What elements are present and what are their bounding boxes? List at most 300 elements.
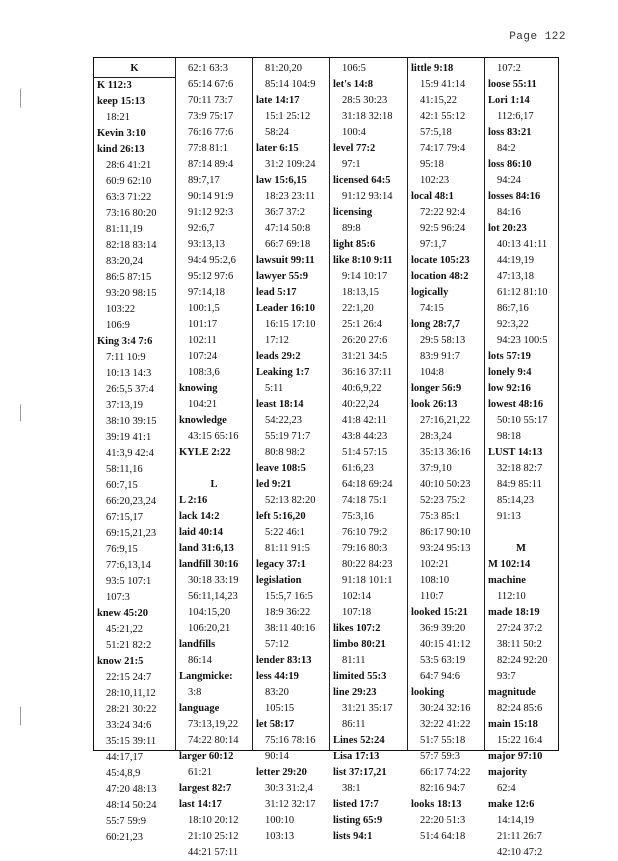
index-reference: 94:24 [497, 175, 521, 186]
index-reference: 40:15 41:12 [420, 639, 471, 650]
index-reference: 40:6,9,22 [342, 383, 382, 394]
index-reference: 52:23 75:2 [420, 495, 466, 506]
index-entry: lowest 48:16 [488, 399, 544, 410]
margin-mark [20, 404, 25, 422]
index-reference: 48:14 50:24 [106, 800, 157, 811]
index-reference: 100:1,5 [188, 303, 220, 314]
index-reference: 94:4 95:2,6 [188, 255, 236, 266]
index-entry: majority [488, 767, 528, 778]
index-entry: law 15:6,15 [256, 175, 307, 186]
index-reference: 112:10 [497, 591, 526, 602]
index-reference: 47:20 48:13 [106, 784, 157, 795]
index-reference: 89:8 [342, 223, 361, 234]
index-reference: 31:18 32:18 [342, 111, 393, 122]
index-entry: left 5:16,20 [256, 511, 306, 522]
letter-heading: M [516, 543, 526, 554]
index-reference: 22:20 51:3 [420, 815, 466, 826]
index-reference: 74:15 [420, 303, 444, 314]
index-entry: least 18:14 [256, 399, 304, 410]
index-entry: lack 14:2 [179, 511, 220, 522]
index-entry: late 14:17 [256, 95, 300, 106]
index-reference: 110:7 [420, 591, 444, 602]
index-entry: leads 29:2 [256, 351, 301, 362]
index-reference: 10:13 14:3 [106, 368, 152, 379]
index-entry: larger 60:12 [179, 751, 234, 762]
index-reference: 82:24 85:6 [497, 703, 543, 714]
index-reference: 18:9 36:22 [265, 607, 311, 618]
index-entry: Kevin 3:10 [97, 128, 146, 139]
index-entry: magnitude [488, 687, 536, 698]
index-entry: made 18:19 [488, 607, 540, 618]
index-reference: 57:5,18 [420, 127, 452, 138]
index-reference: 92:6,7 [188, 223, 215, 234]
index-reference: 9:14 10:17 [342, 271, 388, 282]
index-entry: looking [411, 687, 445, 698]
index-reference: 31:2 109:24 [265, 159, 316, 170]
index-reference: 93:7 [497, 671, 516, 682]
index-entry: lead 5:17 [256, 287, 297, 298]
letter-heading: K [94, 61, 175, 78]
index-reference: 93:5 107:1 [106, 576, 152, 587]
index-reference: 15:22 16:4 [497, 735, 543, 746]
index-reference: 69:15,21,23 [106, 528, 157, 539]
index-reference: 27:24 37:2 [497, 623, 543, 634]
index-entry: knowing [179, 383, 218, 394]
margin-mark [20, 706, 25, 726]
index-reference: 31:21 34:5 [342, 351, 388, 362]
index-reference: 22:15 24:7 [106, 672, 152, 683]
index-entry: led 9:21 [256, 479, 292, 490]
index-entry: loss 86:10 [488, 159, 532, 170]
index-entry: KYLE 2:22 [179, 447, 231, 458]
index-entry: Leaking 1:7 [256, 367, 310, 378]
index-entry: LUST 14:13 [488, 447, 543, 458]
index-reference: 100:10 [265, 815, 295, 826]
index-entry: lender 83:13 [256, 655, 312, 666]
index-reference: 86:17 90:10 [420, 527, 471, 538]
index-reference: 60:7,15 [106, 480, 138, 491]
index-entry: losses 84:16 [488, 191, 541, 202]
blank-line [176, 461, 252, 477]
index-reference: 15:9 41:14 [420, 79, 466, 90]
index-entry: long 28:7,7 [411, 319, 461, 330]
index-entry: licensing [333, 207, 373, 218]
index-entry: let 58:17 [256, 719, 295, 730]
index-reference: 42:1 55:12 [420, 111, 466, 122]
index-reference: 93:13,13 [188, 239, 226, 250]
index-entry: last 14:17 [179, 799, 222, 810]
index-reference: 100:4 [342, 127, 366, 138]
index-reference: 74:18 75:1 [342, 495, 388, 506]
index-entry: Lisa 17:13 [333, 751, 380, 762]
index-reference: 66:20,23,24 [106, 496, 157, 507]
index-reference: 51:7 55:18 [420, 735, 466, 746]
index-reference: 32:18 82:7 [497, 463, 543, 474]
index-entry: Langmicke: [179, 671, 233, 682]
index-entry: loss 83:21 [488, 127, 532, 138]
index-entry: Leader 16:10 [256, 303, 316, 314]
index-entry: lonely 9:4 [488, 367, 532, 378]
index-entry: list 37:17,21 [333, 767, 387, 778]
index-reference: 64:18 69:24 [342, 479, 393, 490]
index-reference: 75:3 85:1 [420, 511, 460, 522]
index-entry: lists 94:1 [333, 831, 373, 842]
index-entry: let's 14:8 [333, 79, 373, 90]
index-reference: 107:2 [497, 63, 521, 74]
index-reference: 73:9 75:17 [188, 111, 234, 122]
index-entry: limited 55:3 [333, 671, 387, 682]
index-reference: 44:17,17 [106, 752, 144, 763]
index-entry: loose 55:11 [488, 79, 537, 90]
index-reference: 87:14 89:4 [188, 159, 234, 170]
index-reference: 80:22 84:23 [342, 559, 393, 570]
index-reference: 76:16 77:6 [188, 127, 234, 138]
index-entry: locate 105:23 [411, 255, 470, 266]
index-reference: 36:9 39:20 [420, 623, 466, 634]
index-entry: lawyer 55:9 [256, 271, 309, 282]
index-reference: 80:8 98:2 [265, 447, 305, 458]
index-entry: lots 57:19 [488, 351, 531, 362]
index-entry: longer 56:9 [411, 383, 462, 394]
index-reference: 44:21 57:11 [188, 847, 239, 858]
index-reference: 86:7,16 [497, 303, 529, 314]
index-reference: 28:3,24 [420, 431, 452, 442]
index-reference: 38:11 40:16 [265, 623, 316, 634]
index-reference: 62:1 63:3 [188, 63, 228, 74]
index-entry: Lines 52:24 [333, 735, 385, 746]
index-reference: 37:9,10 [420, 463, 452, 474]
index-reference: 61:6,23 [342, 463, 374, 474]
index-reference: 98:18 [497, 431, 521, 442]
index-reference: 76:10 79:2 [342, 527, 388, 538]
index-reference: 38:10 39:15 [106, 416, 157, 427]
margin-mark [20, 88, 25, 108]
index-reference: 63:3 71:22 [106, 192, 152, 203]
index-entry: line 29:23 [333, 687, 377, 698]
index-reference: 102:11 [188, 335, 217, 346]
index-reference: 44:19,19 [497, 255, 535, 266]
index-entry: location 48:2 [411, 271, 469, 282]
index-reference: 55:19 71:7 [265, 431, 311, 442]
index-entry: level 77:2 [333, 143, 376, 154]
index-reference: 31:12 32:17 [265, 799, 316, 810]
index-entry: L 2:16 [179, 495, 208, 506]
index-entry: later 6:15 [256, 143, 299, 154]
index-reference: 21:10 25:12 [188, 831, 239, 842]
index-reference: 60:21,23 [106, 832, 144, 843]
index-entry: King 3:4 7:6 [97, 336, 153, 347]
index-reference: 82:24 92:20 [497, 655, 548, 666]
index-entry: local 48:1 [411, 191, 454, 202]
index-column-3 [252, 58, 329, 842]
index-reference: 43:8 44:23 [342, 431, 388, 442]
index-entry: look 26:13 [411, 399, 458, 410]
index-reference: 32:22 41:22 [420, 719, 471, 730]
index-entry: lawsuit 99:11 [256, 255, 315, 266]
index-reference: 67:15,17 [106, 512, 144, 523]
index-reference: 17:12 [265, 335, 289, 346]
index-reference: 91:18 101:1 [342, 575, 393, 586]
index-reference: 29:5 58:13 [420, 335, 466, 346]
index-reference: 26:20 27:6 [342, 335, 388, 346]
index-reference: 81:20,20 [265, 63, 303, 74]
index-reference: 36:16 37:11 [342, 367, 393, 378]
index-reference: 105:15 [265, 703, 295, 714]
index-reference: 75:3,16 [342, 511, 374, 522]
index-reference: 106:9 [106, 320, 130, 331]
index-entry: language [179, 703, 220, 714]
index-reference: 58:24 [265, 127, 289, 138]
index-entry: landfill 30:16 [179, 559, 239, 570]
index-reference: 90:14 [265, 751, 289, 762]
index-reference: 93:24 95:13 [420, 543, 471, 554]
index-entry: land 31:6,13 [179, 543, 234, 554]
index-reference: 38:11 50:2 [497, 639, 542, 650]
index-column-6 [484, 58, 557, 858]
index-reference: 16:15 17:10 [265, 319, 316, 330]
index-reference: 15:1 25:12 [265, 111, 311, 122]
index-reference: 90:14 91:9 [188, 191, 234, 202]
index-reference: 51:4 57:15 [342, 447, 388, 458]
index-reference: 94:23 100:5 [497, 335, 548, 346]
index-reference: 93:20 98:15 [106, 288, 157, 299]
index-reference: 30:24 32:16 [420, 703, 471, 714]
index-reference: 97:14,18 [188, 287, 226, 298]
index-reference: 84:9 85:11 [497, 479, 542, 490]
index-entry: main 15:18 [488, 719, 538, 730]
index-column-4 [329, 58, 407, 842]
index-reference: 35:13 36:16 [420, 447, 471, 458]
index-entry: machine [488, 575, 526, 586]
index-entry: leave 108:5 [256, 463, 306, 474]
index-reference: 33:24 34:6 [106, 720, 152, 731]
index-reference: 92:5 96:24 [420, 223, 466, 234]
index-reference: 65:14 67:6 [188, 79, 234, 90]
index-reference: 91:12 93:14 [342, 191, 393, 202]
index-reference: 14:14,19 [497, 815, 535, 826]
index-entry: limbo 80:21 [333, 639, 386, 650]
index-entry: landfills [179, 639, 216, 650]
index-reference: 53:5 63:19 [420, 655, 466, 666]
index-reference: 31:21 35:17 [342, 703, 393, 714]
index-reference: 57:12 [265, 639, 289, 650]
index-reference: 51:21 82:2 [106, 640, 152, 651]
index-reference: 86:5 87:15 [106, 272, 152, 283]
index-reference: 85:14,23 [497, 495, 535, 506]
index-reference: 18:13,15 [342, 287, 380, 298]
page-number: Page 122 [509, 31, 566, 43]
index-entry: legacy 37:1 [256, 559, 306, 570]
index-reference: 103:22 [106, 304, 136, 315]
index-reference: 107:18 [342, 607, 372, 618]
index-entry: major 97:10 [488, 751, 543, 762]
index-reference: 83:20 [265, 687, 289, 698]
index-reference: 81:11,19 [106, 224, 143, 235]
index-reference: 55:7 59:9 [106, 816, 146, 827]
index-reference: 15:5,7 16:5 [265, 591, 313, 602]
index-reference: 106:5 [342, 63, 366, 74]
index-reference: 40:13 41:11 [497, 239, 548, 250]
index-entry: K 112:3 [97, 80, 132, 91]
index-entry: Lori 1:14 [488, 95, 530, 106]
index-reference: 28:21 30:22 [106, 704, 157, 715]
index-reference: 28:5 30:23 [342, 95, 388, 106]
index-reference: 107:24 [188, 351, 218, 362]
index-reference: 92:3,22 [497, 319, 529, 330]
index-reference: 91:13 [497, 511, 521, 522]
index-reference: 95:18 [420, 159, 444, 170]
index-reference: 28:6 41:21 [106, 160, 152, 171]
index-entry: low 92:16 [488, 383, 531, 394]
index-reference: 7:11 10:9 [106, 352, 146, 363]
index-column-2 [175, 58, 252, 858]
index-reference: 83:9 91:7 [420, 351, 460, 362]
index-reference: 39:19 41:1 [106, 432, 152, 443]
index-reference: 74:17 79:4 [420, 143, 466, 154]
index-reference: 26:5,5 37:4 [106, 384, 154, 395]
index-reference: 104:8 [420, 367, 444, 378]
index-reference: 104:21 [188, 399, 218, 410]
index-reference: 108:10 [420, 575, 450, 586]
index-reference: 83:20,24 [106, 256, 144, 267]
index-reference: 45:4,8,9 [106, 768, 141, 779]
index-reference: 58:11,16 [106, 464, 143, 475]
index-reference: 70:11 73:7 [188, 95, 233, 106]
letter-heading: L [210, 479, 218, 490]
index-reference: 5:22 46:1 [265, 527, 305, 538]
index-reference: 91:12 92:3 [188, 207, 234, 218]
index-reference: 73:13,19,22 [188, 719, 239, 730]
index-reference: 66:7 69:18 [265, 239, 311, 250]
index-reference: 62:4 [497, 783, 516, 794]
index-reference: 40:10 50:23 [420, 479, 471, 490]
index-entry: light 85:6 [333, 239, 376, 250]
index-entry: likes 107:2 [333, 623, 381, 634]
index-reference: 5:11 [265, 383, 284, 394]
index-reference: 41:3,9 42:4 [106, 448, 154, 459]
index-reference: 112:6,17 [497, 111, 534, 122]
index-reference: 52:13 82:20 [265, 495, 316, 506]
index-entry: make 12:6 [488, 799, 535, 810]
index-reference: 86:14 [188, 655, 212, 666]
index-entry: little 9:18 [411, 63, 454, 74]
index-reference: 97:1 [342, 159, 361, 170]
index-reference: 3:8 [188, 687, 202, 698]
index-entry: like 8:10 9:11 [333, 255, 393, 266]
index-reference: 77:8 81:1 [188, 143, 228, 154]
index-reference: 42:10 47:2 [497, 847, 543, 858]
index-reference: 81:11 91:5 [265, 543, 310, 554]
index-reference: 77:6,13,14 [106, 560, 151, 571]
index-reference: 74:22 80:14 [188, 735, 239, 746]
index-reference: 60:9 62:10 [106, 176, 152, 187]
index-reference: 104:15,20 [188, 607, 231, 618]
index-reference: 86:11 [342, 719, 366, 730]
index-reference: 61:12 81:10 [497, 287, 548, 298]
index-reference: 61:21 [188, 767, 212, 778]
index-reference: 79:16 80:3 [342, 543, 388, 554]
index-reference: 108:3,6 [188, 367, 220, 378]
index-reference: 36:7 37:2 [265, 207, 305, 218]
index-reference: 106:20,21 [188, 623, 231, 634]
index-entry: knowledge [179, 415, 227, 426]
index-reference: 41:15,22 [420, 95, 458, 106]
index-reference: 102:21 [420, 559, 450, 570]
index-entry: looked 15:21 [411, 607, 468, 618]
index-reference: 107:3 [106, 592, 130, 603]
index-reference: 85:14 104:9 [265, 79, 316, 90]
index-column-5 [407, 58, 484, 842]
index-reference: 57:7 59:3 [420, 751, 460, 762]
index-entry: kind 26:13 [97, 144, 145, 155]
index-entry: licensed 64:5 [333, 175, 391, 186]
index-entry: largest 82:7 [179, 783, 232, 794]
index-reference: 30:18 33:19 [188, 575, 239, 586]
index-reference: 47:14 50:8 [265, 223, 311, 234]
index-reference: 72:22 92:4 [420, 207, 466, 218]
index-entry: laid 40:14 [179, 527, 224, 538]
index-reference: 84:2 [497, 143, 516, 154]
index-reference: 18:21 [106, 112, 130, 123]
index-entry: keep 15:13 [97, 96, 146, 107]
index-entry: lot 20:23 [488, 223, 527, 234]
index-reference: 43:15 65:16 [188, 431, 239, 442]
index-reference: 41:8 42:11 [342, 415, 387, 426]
index-reference: 37:13,19 [106, 400, 144, 411]
index-reference: 18:23 23:11 [265, 191, 316, 202]
index-reference: 64:7 94:6 [420, 671, 460, 682]
index-reference: 76:9,15 [106, 544, 138, 555]
index-reference: 28:10,11,12 [106, 688, 156, 699]
index-reference: 50:10 55:17 [497, 415, 548, 426]
index-reference: 40:22,24 [342, 399, 380, 410]
index-reference: 75:16 78:16 [265, 735, 316, 746]
index-reference: 101:17 [188, 319, 218, 330]
index-reference: 84:16 [497, 207, 521, 218]
index-reference: 25:1 26:4 [342, 319, 382, 330]
index-reference: 66:17 74:22 [420, 767, 471, 778]
index-reference: 95:12 97:6 [188, 271, 234, 282]
blank-line [485, 525, 557, 541]
index-reference: 51:4 64:18 [420, 831, 466, 842]
index-reference: 27:16,21,22 [420, 415, 471, 426]
index-reference: 54:22,23 [265, 415, 303, 426]
index-entry: knew 45:20 [97, 608, 149, 619]
index-reference: 22:1,20 [342, 303, 374, 314]
index-reference: 82:16 94:7 [420, 783, 466, 794]
index-entry: looks 18:13 [411, 799, 462, 810]
index-reference: 35:15 39:11 [106, 736, 157, 747]
index-entry: letter 29:20 [256, 767, 307, 778]
index-reference: 45:21,22 [106, 624, 144, 635]
index-entry: logically [411, 287, 449, 298]
index-reference: 73:16 80:20 [106, 208, 157, 219]
index-entry: listed 17:7 [333, 799, 379, 810]
index-entry: M 102:14 [488, 559, 531, 570]
index-reference: 56:11,14,23 [188, 591, 238, 602]
index-reference: 102:23 [420, 175, 450, 186]
index-column-1 [94, 58, 175, 843]
index-entry: legislation [256, 575, 302, 586]
index-reference: 82:18 83:14 [106, 240, 157, 251]
index-reference: 81:11 [342, 655, 366, 666]
index-reference: 38:1 [342, 783, 361, 794]
index-table [93, 57, 559, 858]
index-reference: 89:7,17 [188, 175, 220, 186]
index-reference: 30:3 31:2,4 [265, 783, 313, 794]
index-reference: 18:10 20:12 [188, 815, 239, 826]
index-reference: 102:14 [342, 591, 372, 602]
